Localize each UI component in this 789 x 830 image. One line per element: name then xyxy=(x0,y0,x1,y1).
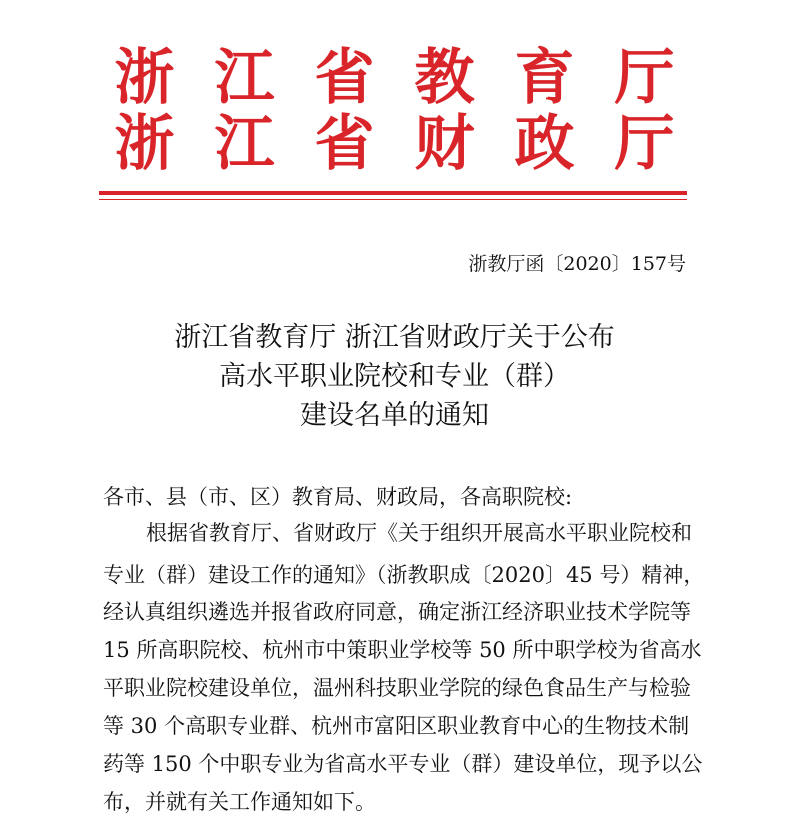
red-divider-thick xyxy=(99,191,687,195)
document-title-line-1: 浙江省教育厅 浙江省财政厅关于公布 xyxy=(174,322,615,353)
body-text-line: 药等 150 个中职专业为省高水平专业（群）建设单位，现予以公 xyxy=(103,752,703,776)
masthead-finance-department: 浙江省财政厅 xyxy=(114,109,715,179)
body-text-line: 等 30 个高职专业群、杭州市富阳区职业教育中心的生物技术制 xyxy=(103,714,690,738)
masthead-education-department: 浙江省教育厅 xyxy=(114,43,715,113)
salutation: 各市、县（市、区）教育局、财政局，各高职院校: xyxy=(103,485,573,509)
document-title-line-2: 高水平职业院校和专业（群） xyxy=(219,361,570,392)
body-text-line: 根据省教育厅、省财政厅《关于组织开展高水平职业院校和 xyxy=(146,521,692,545)
body-text-line: 布，并就有关工作通知如下。 xyxy=(103,790,376,814)
body-text-line: 平职业院校建设单位，温州科技职业学院的绿色食品生产与检验 xyxy=(103,676,691,700)
document-title-line-3: 建设名单的通知 xyxy=(300,400,489,431)
document-number: 浙教厅函〔2020〕157号 xyxy=(468,253,686,275)
body-text-line: 经认真组织遴选并报省政府同意，确定浙江经济职业技术学院等 xyxy=(103,600,691,624)
body-text-line: 15 所高职院校、杭州市中策职业学校等 50 所中职学校为省高水 xyxy=(103,638,702,662)
body-text-line: 专业（群）建设工作的通知》（浙教职成〔2020〕45 号）精神， xyxy=(103,563,705,587)
red-divider-thin xyxy=(99,199,687,200)
